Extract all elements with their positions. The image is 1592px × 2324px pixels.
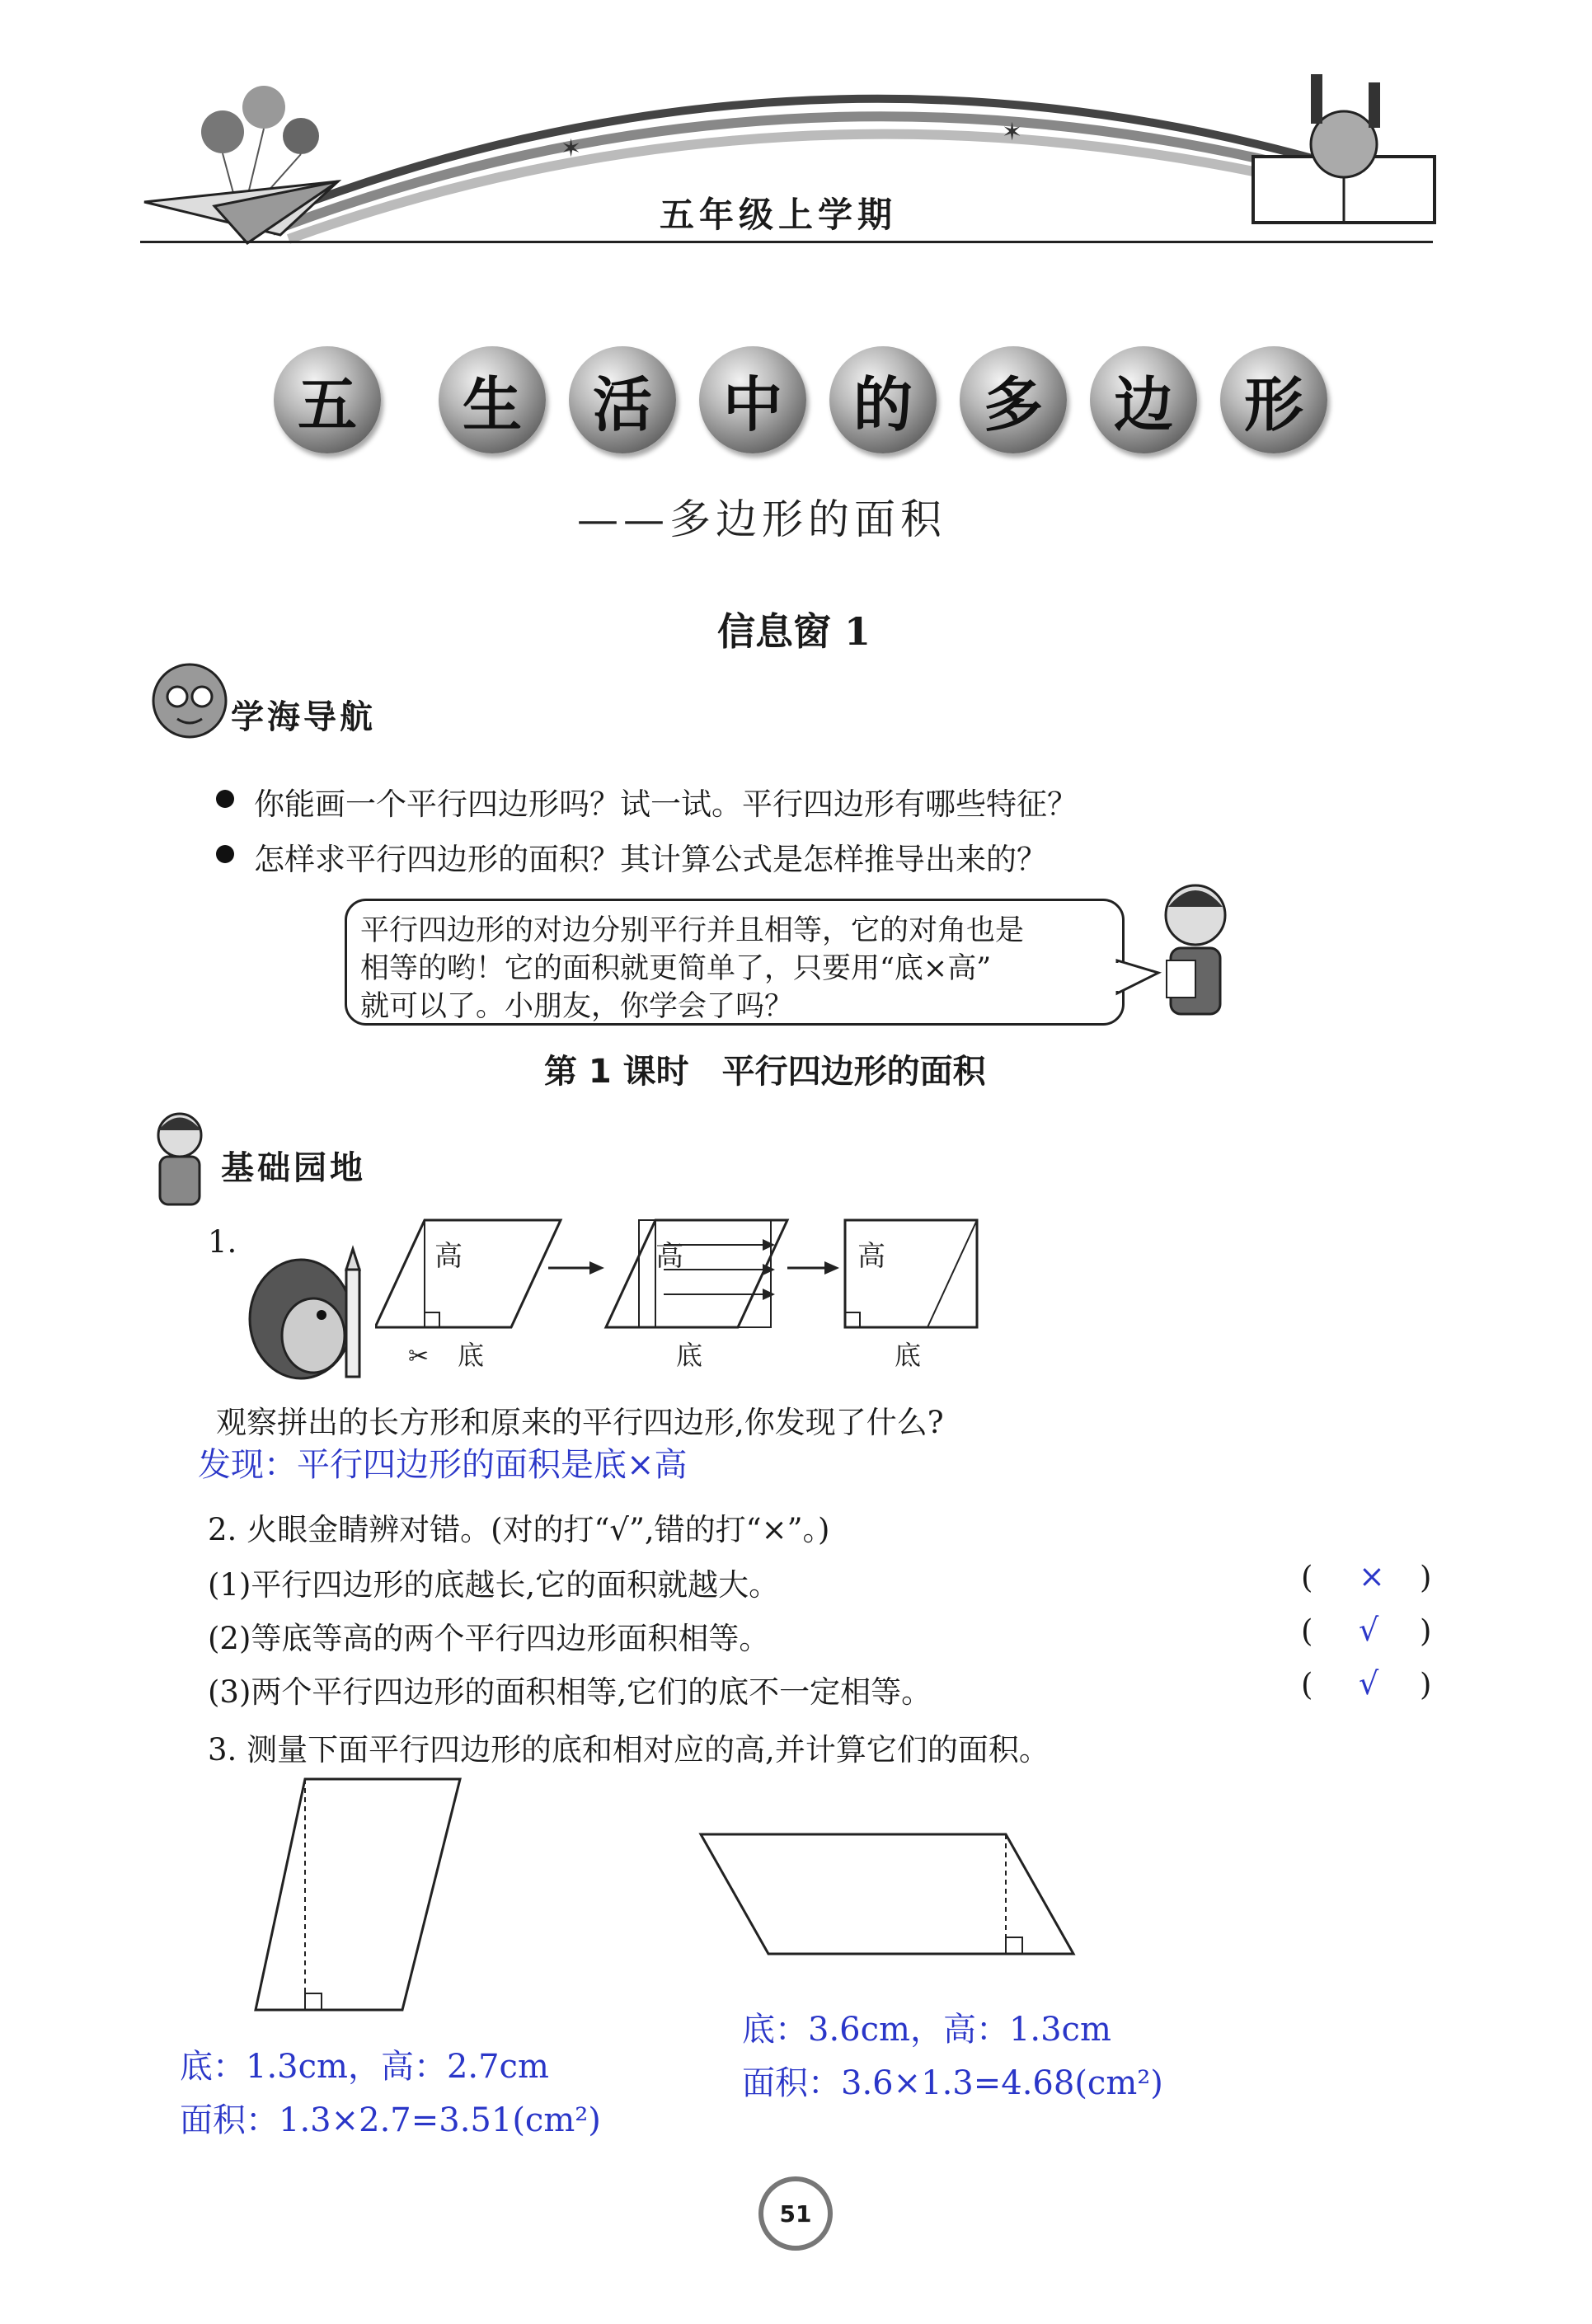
bubble-line: 相等的哟！它的面积就更简单了，只要用“底×高”: [360, 952, 992, 985]
scissors-icon: ✂: [408, 1342, 430, 1371]
bullet-dot: [216, 790, 234, 808]
q2-title: 2. 火眼金睛辨对错。(对的打“√”,错的打“×”。): [208, 1512, 830, 1547]
q1-label-base: 底: [676, 1340, 703, 1371]
q2-item: (2)等底等高的两个平行四边形面积相等。: [208, 1621, 770, 1656]
boy-reading-icon: [1150, 878, 1241, 1026]
info-window-title: 信息窗 1: [717, 609, 871, 654]
bullet-dot: [216, 845, 234, 863]
q3-right-answer: 底：3.6cm，高：1.3cm: [742, 2011, 1111, 2049]
answer-paren-close: ): [1420, 1613, 1432, 1649]
header-grade: 五年级上学期: [660, 195, 898, 235]
q3-right-answer: 面积：3.6×1.3=4.68(cm²): [742, 2064, 1163, 2102]
q1-label-base: 底: [895, 1340, 922, 1371]
chapter-char: 活: [569, 346, 676, 453]
chapter-char: 生: [439, 346, 546, 453]
answer-paren-close: ): [1420, 1560, 1432, 1595]
chapter-char: 形: [1220, 346, 1327, 453]
navigator-avatar-icon: [148, 660, 231, 742]
q3-left-answer: 面积：1.3×2.7=3.51(cm²): [180, 2101, 601, 2139]
chapter-char: 中: [699, 346, 806, 453]
q1-answer: 发现：平行四边形的面积是底×高: [198, 1446, 688, 1484]
answer-mark: ×: [1359, 1558, 1385, 1594]
basics-title: 基础园地: [221, 1148, 366, 1187]
page-number: [758, 2176, 833, 2251]
chapter-char: 边: [1090, 346, 1197, 453]
answer-mark: √: [1359, 1612, 1379, 1648]
q1-label-height: 高: [434, 1240, 463, 1273]
lesson-title: 第 1 课时 平行四边形的面积: [544, 1053, 986, 1091]
chapter-char: 多: [960, 346, 1067, 453]
q1-label-base: 底: [458, 1340, 485, 1371]
chapter-char: 五: [274, 346, 381, 453]
answer-paren-close: ): [1420, 1667, 1432, 1702]
answer-paren-open: (: [1301, 1667, 1313, 1702]
parallelogram-wide: [693, 1826, 1088, 1966]
q1-number: 1.: [208, 1224, 237, 1260]
svg-text:✶: ✶: [1002, 118, 1023, 147]
page-number-text: 51: [779, 2200, 812, 2228]
answer-mark: √: [1359, 1665, 1379, 1702]
bubble-line: 就可以了。小朋友，你学会了吗？: [360, 990, 794, 1023]
parallelogram-tall: [247, 1772, 478, 2020]
parallelogram-cut-diagram: [375, 1212, 1002, 1377]
navigation-bullet: 怎样求平行四边形的面积？其计算公式是怎样推导出来的？: [254, 842, 1047, 877]
hedgehog-icon: [235, 1237, 375, 1393]
chapter-subtitle: ——多边形的面积: [577, 495, 946, 543]
navigation-bullet: 你能画一个平行四边形吗？试一试。平行四边形有哪些特征？: [254, 786, 1078, 822]
q1-question: 观察拼出的长方形和原来的平行四边形,你发现了什么?: [216, 1405, 944, 1440]
header-rule: [140, 241, 1433, 243]
answer-paren-open: (: [1301, 1560, 1313, 1595]
answer-paren-open: (: [1301, 1613, 1313, 1649]
q1-label-height: 高: [857, 1240, 885, 1273]
speech-bubble: [345, 899, 1125, 1026]
chapter-title: [274, 346, 1327, 453]
navigation-title: 学海导航: [231, 697, 376, 736]
boy-avatar-icon: [147, 1109, 213, 1208]
svg-text:✶: ✶: [561, 134, 582, 163]
q3-left-answer: 底：1.3cm，高：2.7cm: [180, 2048, 549, 2086]
q3-title: 3. 测量下面平行四边形的底和相对应的高,并计算它们的面积。: [208, 1732, 1050, 1768]
q2-item: (3)两个平行四边形的面积相等,它们的底不一定相等。: [208, 1674, 932, 1710]
chapter-char: 的: [829, 346, 937, 453]
q2-item: (1)平行四边形的底越长,它的面积就越大。: [208, 1567, 780, 1603]
q1-label-height: 高: [655, 1240, 683, 1273]
bubble-line: 平行四边形的对边分别平行并且相等，它的对角也是: [360, 914, 1025, 947]
